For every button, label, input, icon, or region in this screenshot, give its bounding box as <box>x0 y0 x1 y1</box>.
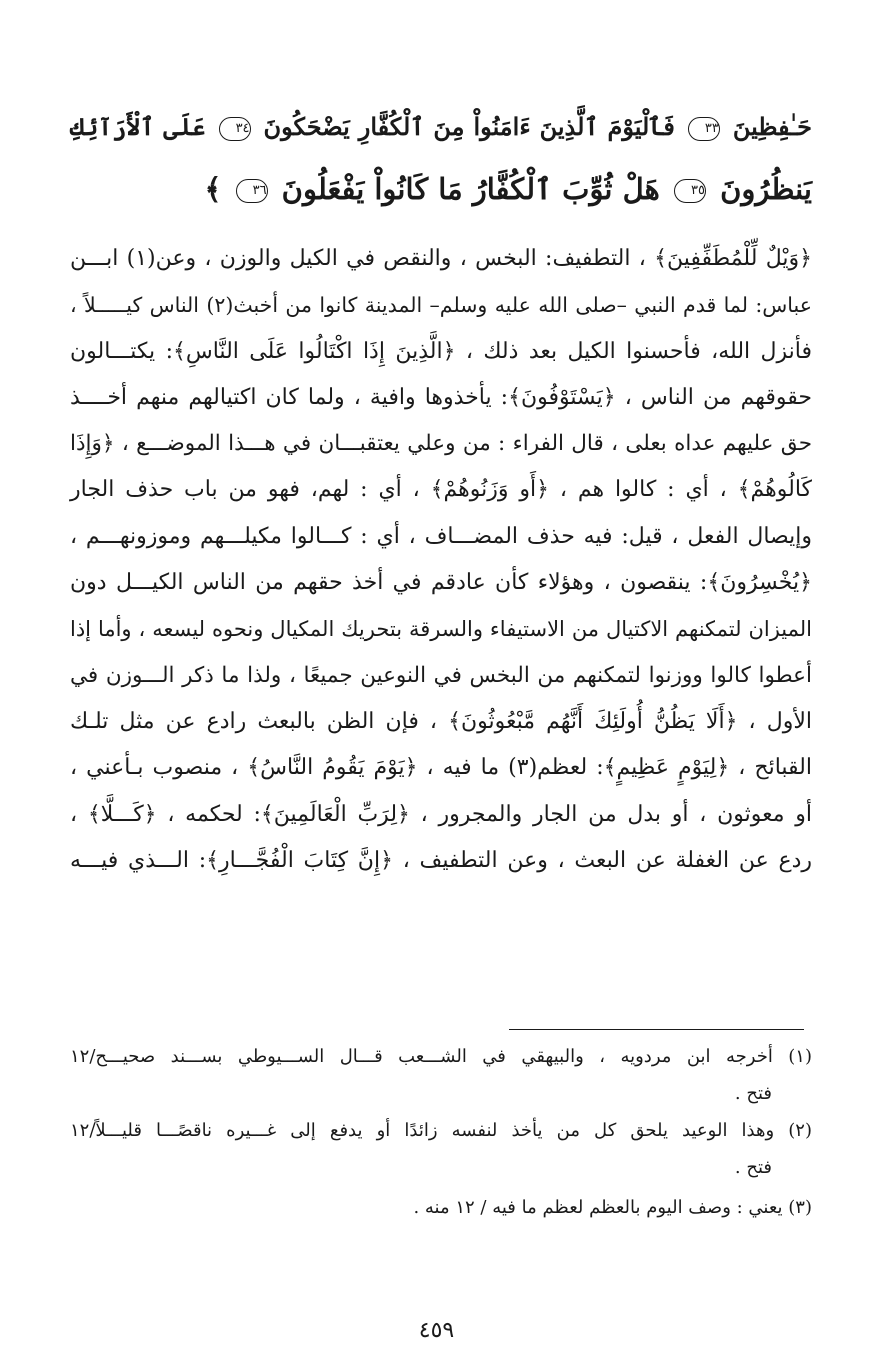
page-number: ٤٥٩ <box>418 1318 455 1343</box>
commentary-line: القبائح ، ﴿لِيَوْمٍ عَظِيمٍ﴾: لعظم(٣) ما فيه ، ﴿يَوْمَ يَقُومُ النَّاسُ﴾ ، منصوب بـأعني ، <box>70 755 812 781</box>
footnote-2: (٢) وهذا الوعيد يلحق كل من يأخذ لنفسه زائدًا أو يدفع إلى غـــيره ناقصًـــا قليـــلاً/١٢ <box>70 1120 812 1141</box>
footnotes <box>70 1040 812 1228</box>
quran-verse-line <box>70 172 812 206</box>
commentary-line: ﴿وَيْلٌ لِّلْمُطَفِّفِينَ﴾ ، التطفيف: البخس ، والنقص في الكيل والوزن ، وعن(١) ابـــن <box>70 246 812 271</box>
verse-number-marker: ٣٥ <box>674 179 706 203</box>
commentary-line: حقوقهم من الناس ، ﴿يَسْتَوْفُونَ﴾: يأخذوها وافية ، ولما كان اكتيالهم منهم أخــــذ <box>70 384 812 410</box>
footnote-1: (١) أخرجه ابن مردويه ، والبيهقي في الشـــعب قـــال الســـيوطي بســـند صحيـــح/١٢ <box>70 1046 812 1067</box>
commentary-line: ردع عن الغفلة عن البعث ، وعن التطفيف ، ﴿إِنَّ كِتَابَ الْفُجَّـــارِ﴾: الـــذي فيـــه <box>70 847 812 873</box>
footnote-1-continuation: فتح . <box>734 1083 772 1104</box>
commentary-line: أعطوا كالوا ووزنوا لتمكنهم من البخس في النوعين جميعًا ، ولذا ما ذكر الـــوزن في <box>70 662 812 688</box>
commentary-line: الأول ، ﴿أَلَا يَظُنُّ أُولَئِكَ أَنَّهُم مَّبْعُوثُونَ﴾ ، فإن الظن بالبعث رادع عن مثل تلـك <box>70 708 812 734</box>
verse-number-marker: ٣٤ <box>219 117 251 141</box>
footnote-2-continuation: فتح . <box>734 1157 772 1178</box>
commentary-line: فأنزل الله، فأحسنوا الكيل بعد ذلك ، ﴿الَّذِينَ إِذَا اكْتَالُوا عَلَى النَّاسِ﴾: يكتـــالون <box>70 338 812 364</box>
commentary-body <box>70 236 812 884</box>
verse-text: يَنظُرُونَ <box>720 172 812 206</box>
verse-number-marker: ٣٣ <box>688 117 720 141</box>
verse-text: هَلْ ثُوِّبَ ٱلْكُفَّارُ مَا كَانُواْ يَفْعَلُونَ <box>281 172 660 206</box>
commentary-line: ﴿يُخْسِرُونَ﴾: ينقصون ، وهؤلاء كأن عادقم في أخذ حقهم من الناس الكيـــل دون <box>70 570 812 596</box>
commentary-line: أو معوثون ، أو بدل من الجار والمجرور ، ﴿لِرَبِّ الْعَالَمِينَ﴾: لحكمه ، ﴿كَـــلَّا﴾ ، <box>70 801 812 827</box>
verse-text: حَـٰفِظِينَ <box>732 112 813 141</box>
commentary-line: كَالُوهُمْ﴾ ، أي : كالوا هم ، ﴿أَو وَزَنُوهُمْ﴾ ، أي : لهم، فهو من باب حذف الجار <box>70 477 812 503</box>
commentary-line: حق عليهم عداه بعلى ، قال الفراء : من وعلي يعتقبـــان في هـــذا الموضـــع ، ﴿وَإِذَا <box>70 431 812 457</box>
closing-bracket: ﴾ <box>204 172 222 206</box>
commentary-line: وإيصال الفعل ، قيل: فيه حذف المضـــاف ، أي : كـــالوا مكيلـــهم وموزونهـــم ، <box>70 523 812 549</box>
commentary-line: الميزان لتمكنهم الاكتيال من الاستيفاء والسرقة بتحريك المكيال ونحوه ليسعه ، وأما إذا <box>70 617 812 642</box>
footnote-separator <box>509 1029 804 1030</box>
footnote-3: (٣) يعني : وصف اليوم بالعظم لعظم ما فيه / ١٢ منه . <box>413 1197 812 1218</box>
verse-number-marker: ٣٦ <box>236 179 268 203</box>
commentary-line: عباس: لما قدم النبي –صلى الله عليه وسلم– المدينة كانوا من أخبث(٢) الناس كيـــــلاً ، <box>70 293 812 318</box>
verse-text: فَٱلْيَوْمَ ٱلَّذِينَ ءَامَنُواْ مِنَ ٱلْكُفَّارِ يَضْحَكُونَ <box>263 112 675 141</box>
verse-text: عَلَى ٱلْأَرَآئِكِ <box>70 112 206 141</box>
quran-verse-line <box>70 112 812 141</box>
